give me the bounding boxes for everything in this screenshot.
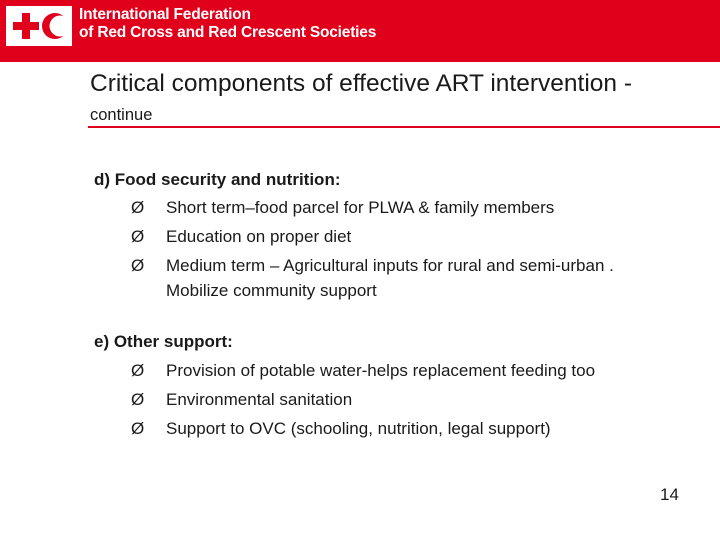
bullet-arrow-icon: Ø — [131, 361, 145, 380]
org-name-line1: International Federation — [79, 6, 251, 23]
list-item: Education on proper diet — [166, 227, 352, 246]
page-number: 14 — [660, 485, 679, 504]
red-cross-red-crescent-icon — [7, 7, 71, 45]
title-divider — [88, 126, 720, 128]
section-heading-food-security: d) Food security and nutrition: — [94, 170, 341, 189]
list-item: Provision of potable water-helps replacement feeding too — [166, 361, 596, 380]
list-item: Environmental sanitation — [166, 390, 353, 409]
org-name-line2: of Red Cross and Red Crescent Societies — [79, 24, 377, 41]
bullet-arrow-icon: Ø — [131, 227, 145, 246]
slide-title: Critical components of effective ART intervention - — [90, 70, 632, 97]
bullet-arrow-icon: Ø — [131, 256, 145, 275]
header-banner — [0, 0, 720, 62]
section-heading-other-support: e) Other support: — [94, 332, 233, 351]
bullet-arrow-icon: Ø — [131, 419, 145, 438]
list-item: Short term–food parcel for PLWA & family members — [166, 198, 555, 217]
bullet-arrow-icon: Ø — [131, 198, 145, 217]
slide-subtitle: continue — [90, 106, 153, 124]
list-item-continuation: Mobilize community support — [166, 281, 377, 300]
ifrc-logo — [6, 6, 72, 46]
bullet-arrow-icon: Ø — [131, 390, 145, 409]
list-item: Medium term – Agricultural inputs for rural and semi-urban . — [166, 256, 614, 275]
list-item: Support to OVC (schooling, nutrition, legal support) — [166, 419, 551, 438]
